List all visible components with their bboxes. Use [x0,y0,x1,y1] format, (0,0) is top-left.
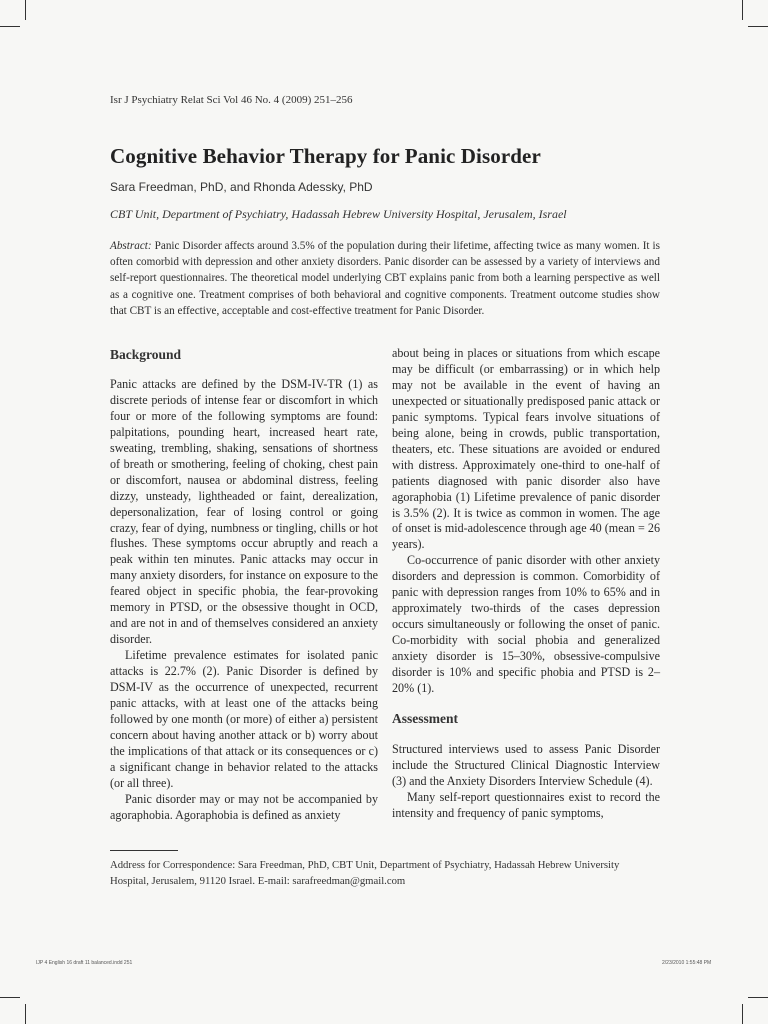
left-column [110,346,378,824]
crop-mark [742,0,743,20]
assessment-paragraph: Structured interviews used to assess Panic Disorder include the Structured Clinical Diagnostic Interview (3) and the Anxiety Disorders Interview Schedule (4). [392,741,660,788]
crop-mark [748,997,768,998]
crop-mark [0,26,20,27]
crop-mark [25,0,26,20]
correspondence-footnote: Address for Correspondence: Sara Freedman, PhD, CBT Unit, Department of Psychiatry, Hadassah Hebrew University Hospital, Jerusalem, 91120 Israel. E-mail: sarafreedman@gmail.com [110,859,620,887]
right-column [392,346,660,822]
journal-reference: Isr J Psychiatry Relat Sci Vol 46 No. 4 (2009) 251–256 [110,94,353,106]
footnote-divider [110,850,178,851]
author-affiliation: CBT Unit, Department of Psychiatry, Hadassah Hebrew University Hospital, Jerusalem, Israel [110,207,567,221]
author-list: Sara Freedman, PhD, and Rhonda Adessky, PhD [110,180,373,194]
abstract-text: Panic Disorder affects around 3.5% of the population during their lifetime, affecting twice as many women. It is often comorbid with depression and other anxiety disorders. Panic disorder can be assessed by a variety of interviews and self-report questionnaires. The theoretical model underlying CBT explains panic from both a learning perspective as well as a cognitive one. Treatment comprises of both behavioral and cognitive components. Treatment outcome studies show that CBT is an effective, acceptable and cost-effective treatment for Panic Disorder. [110,240,660,317]
abstract [110,238,660,319]
article-title: Cognitive Behavior Therapy for Panic Disorder [110,144,541,168]
assessment-heading: Assessment [392,710,458,726]
crop-mark [742,1004,743,1024]
crop-mark [748,26,768,27]
crop-mark [25,1004,26,1024]
background-heading: Background [110,347,182,362]
print-slug-date: 2/23/2010 1:55:48 PM [662,960,712,966]
background-paragraph-continued: about being in places or situations from which escape may be difficult (or embarrassing) or in which help may not be available in the event of having an unexpected or situationally predisposed panic attack or panic symptoms. Typical fears involve situations of being alone, being in crowds, public transportation, theaters, etc. These situations are avoided or endured with distress. Approximately one-third to one-half of patients diagnosed with panic disorder also have agoraphobia (1) Lifetime prevalence of panic disorder is 3.5% (2). It is twice as common in women. The age of onset is mid-adolescence through age 40 (mean = 26 years). [392,346,660,552]
assessment-paragraph: Many self-report questionnaires exist to record the intensity and frequency of panic symptoms, [392,789,660,820]
background-paragraph: Lifetime prevalence estimates for isolated panic attacks is 22.7% (2). Panic Disorder is defined by DSM-IV as the occurrence of unexpected, recurrent panic attacks, with at least one of the attacks being followed by one month (or more) of either a) persistent concern about having another attack or b) worry about the implications of that attack or its consequences or c) a significant change in behavior related to the attacks (or all three). [110,648,378,790]
print-slug-file: IJP 4 English 16 draft 11 balanced.indd 251 [36,960,133,966]
background-paragraph: Co-occurrence of panic disorder with other anxiety disorders and depression is common. Comorbidity of panic with depression ranges from 10% to 65% and in approximately two-thirds of the cases depression occurs simultaneously or following the onset of panic. Co-morbidity with social phobia and generalized anxiety disorder is 15–30%, obsessive-compulsive disorder is 10% and specific phobia and PTSD is 2–20% (1). [392,553,660,696]
abstract-label: Abstract: [110,240,152,252]
background-paragraph: Panic disorder may or may not be accompanied by agoraphobia. Agoraphobia is defined as anxiety [110,791,378,822]
background-paragraph: Panic attacks are defined by the DSM-IV-TR (1) as discrete periods of intense fear or discomfort in which four or more of the following symptoms are found: palpitations, pounding heart, increased heart rate, sweating, trembling, shaking, sensations of shortness of breath or smothering, feeling of choking, chest pain or discomfort, nausea or abdominal distress, feeling dizzy, unsteady, lightheaded or faint, derealization, depersonalization, fear of losing control or going crazy, fear of dying, numbness or tingling, chills or hot flushes. These symptoms occur abruptly and reach a peak within ten minutes. Panic attacks may occur in many anxiety disorders, for instance on exposure to the feared object in specific phobia, the fear-provoking memory in PTSD, or the obsessive thought in OCD, and are not in and of themselves considered an anxiety disorder. [110,376,378,647]
crop-mark [0,997,20,998]
